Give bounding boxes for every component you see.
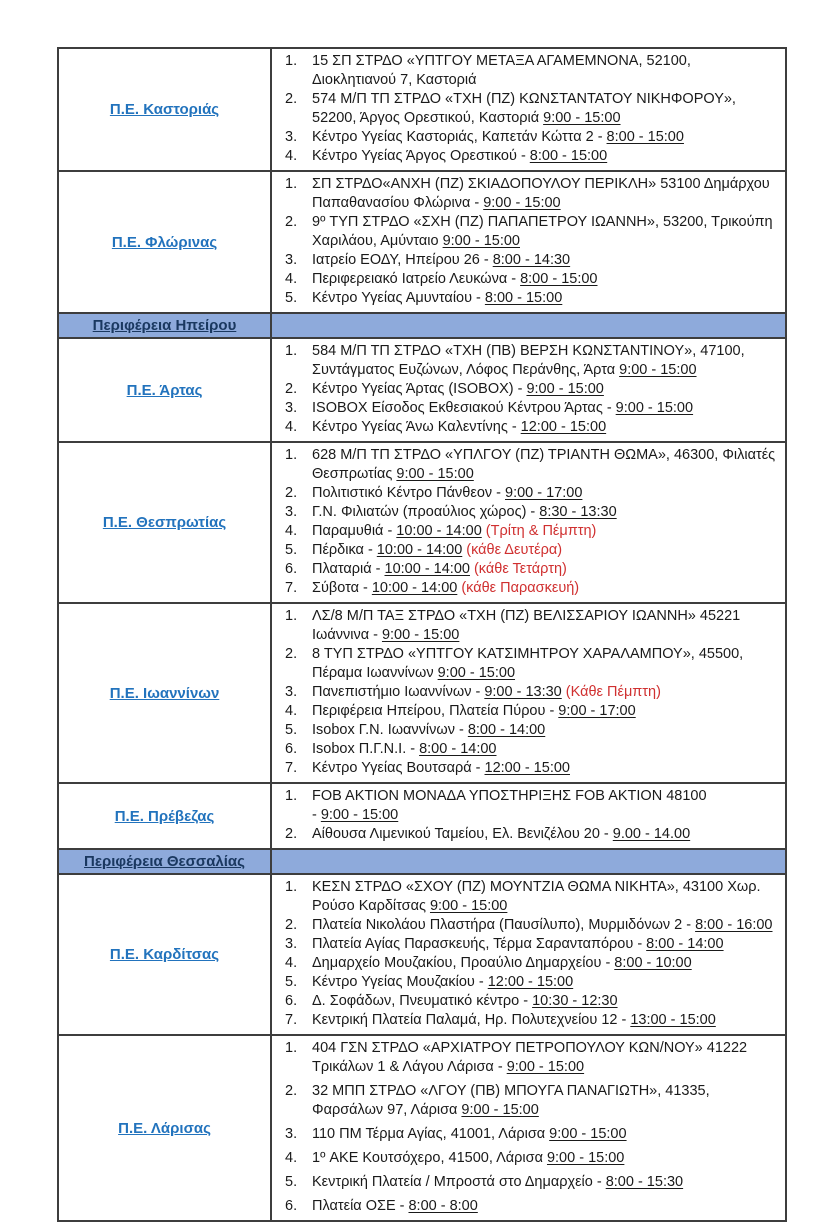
item-number: 1. — [285, 608, 298, 624]
location-description: Κέντρο Υγείας Βουτσαρά - — [312, 760, 481, 776]
location-item — [272, 878, 777, 916]
section-header-label: Περιφέρεια Θεσσαλίας — [84, 853, 245, 870]
item-hours: 10:00 - 14:00 — [371, 580, 458, 596]
location-description: Πλατεία ΟΣΕ - — [312, 1198, 405, 1214]
location-item — [272, 1011, 777, 1030]
location-description: Κέντρο Υγείας Άνω Καλεντίνης - — [312, 419, 517, 435]
location-item — [272, 289, 777, 308]
location-item — [272, 380, 777, 399]
location-description: Κεντρική Πλατεία / Μπροστά στο Δημαρχείο - — [312, 1174, 602, 1190]
item-number: 6. — [285, 561, 298, 577]
item-hours: 8:00 - 14:00 — [419, 741, 497, 757]
item-hours: 9:00 - 15:00 — [320, 807, 399, 823]
location-item — [272, 607, 777, 645]
region-name-cell — [59, 443, 272, 602]
region-name-cell — [59, 1036, 272, 1220]
item-text — [312, 541, 777, 560]
item-text — [312, 175, 777, 213]
item-number: 1. — [285, 343, 298, 359]
item-number: 5. — [285, 290, 298, 306]
location-item — [272, 759, 777, 778]
item-hours: 12:00 - 15:00 — [487, 974, 574, 990]
item-number: 1. — [285, 788, 298, 804]
location-item — [272, 399, 777, 418]
location-description: 628 Μ/Π ΤΠ ΣΤΡΔΟ «ΥΠΛΓΟΥ (ΠΖ) ΤΡΙΑΝΤΗ ΘΩΜΑ», 46300, Φιλιατές Θεσπρωτίας — [312, 447, 776, 482]
location-item — [272, 560, 777, 579]
region-link[interactable]: Π.Ε. Θεσπρωτίας — [102, 514, 227, 531]
location-item — [272, 1197, 777, 1216]
location-description: Κέντρο Υγείας Καστοριάς, Καπετάν Κώττα 2 - — [312, 129, 603, 145]
region-link[interactable]: Π.Ε. Καρδίτσας — [109, 946, 220, 963]
location-description: 32 ΜΠΠ ΣΤΡΔΟ «ΛΓΟΥ (ΠΒ) ΜΠΟΥΓΑ ΠΑΝΑΓΙΩΤΗ», 41335, Φαρσάλων 97, Λάρισα — [312, 1083, 710, 1118]
location-item — [272, 740, 777, 759]
item-number: 4. — [285, 1150, 298, 1166]
item-hours: 9:00 - 15:00 — [396, 466, 474, 482]
location-item — [272, 645, 777, 683]
item-text — [312, 787, 777, 825]
location-description: 110 ΠΜ Τέρμα Αγίας, 41001, Λάρισα — [312, 1126, 546, 1142]
item-number: 7. — [285, 760, 298, 776]
item-text — [312, 1125, 777, 1144]
location-item — [272, 213, 777, 251]
item-hours: 9:00 - 17:00 — [558, 703, 636, 719]
location-description: Πλατεία Νικολάου Πλαστήρα (Παυσίλυπο), Μυρμιδόνων 2 - — [312, 917, 692, 933]
item-number: 2. — [285, 91, 298, 107]
item-text — [312, 213, 777, 251]
region-link[interactable]: Π.Ε. Λάρισας — [118, 1119, 211, 1137]
location-description: 9º ΤΥΠ ΣΤΡΔΟ «ΣΧΗ (ΠΖ) ΠΑΠΑΠΕΤΡΟΥ ΙΩΑΝΝΗ», 53200, Τρικούπη Χαριλάου, Αμύνταιο — [312, 214, 773, 249]
location-item — [272, 702, 777, 721]
item-hours: 13:00 - 15:00 — [630, 1012, 716, 1028]
item-hours: 12:00 - 15:00 — [484, 760, 570, 776]
location-item — [272, 342, 777, 380]
region-link[interactable]: Π.Ε. Ιωαννίνων — [109, 684, 220, 702]
item-number: 2. — [285, 1083, 298, 1099]
item-number: 3. — [285, 400, 298, 416]
item-hours: 8:00 - 14:30 — [492, 252, 571, 268]
item-number: 3. — [285, 504, 298, 520]
item-number: 3. — [285, 252, 298, 268]
item-text — [312, 503, 777, 522]
item-hours: 10:00 - 14:00 — [384, 561, 470, 577]
region-row — [59, 339, 785, 443]
item-text — [312, 1197, 777, 1216]
location-item — [272, 1149, 777, 1168]
locations-cell — [272, 1036, 785, 1220]
item-number: 2. — [285, 826, 298, 842]
location-description: 574 Μ/Π ΤΠ ΣΤΡΔΟ «ΤΧΗ (ΠΖ) ΚΩΝΣΤΑΝΤΑΤΟΥ ΝΙΚΗΦΟΡΟΥ», 52200, Άργος Ορεστικού, Καστοριά — [312, 91, 736, 126]
location-item — [272, 251, 777, 270]
item-number: 5. — [285, 1174, 298, 1190]
location-description: Πέρδικα - — [312, 542, 373, 558]
item-number: 1. — [285, 53, 298, 69]
item-hours: 9:00 - 15:00 — [619, 362, 697, 378]
item-hours: 8:00 - 15:00 — [520, 271, 598, 287]
item-hours: 8:00 - 15:00 — [606, 129, 684, 145]
item-hours: 12:00 - 15:00 — [520, 419, 607, 435]
location-description: Δημαρχείο Μουζακίου, Προαύλιο Δημαρχείου - — [312, 955, 611, 971]
region-row — [59, 784, 785, 850]
location-description: Πανεπιστήμιο Ιωαννίνων - — [312, 684, 481, 700]
location-description: ISOBOX Είσοδος Εκθεσιακού Κέντρου Άρτας - — [312, 400, 612, 416]
location-description: Αίθουσα Λιμενικού Ταμείου, Ελ. Βενιζέλου 20 - — [312, 826, 609, 842]
location-item — [272, 484, 777, 503]
region-name-cell — [59, 875, 272, 1034]
location-item — [272, 721, 777, 740]
item-hours: 9:00 - 13:30 — [484, 684, 562, 700]
locations-cell — [272, 604, 785, 782]
item-hours: 9:00 - 15:00 — [549, 1126, 627, 1142]
section-header-cell — [59, 314, 272, 337]
location-description: Γ.Ν. Φιλιατών (προαύλιος χώρος) - — [312, 504, 536, 520]
item-number: 2. — [285, 917, 298, 933]
item-text — [312, 878, 777, 916]
location-description: Πλαταριά - — [312, 561, 381, 577]
item-hours: 8:00 - 8:00 — [408, 1198, 478, 1214]
location-description: 8 ΤΥΠ ΣΤΡΔΟ «ΥΠΤΓΟΥ ΚΑΤΣΙΜΗΤΡΟΥ ΧΑΡΑΛΑΜΠΟΥ», 45500, Πέραμα Ιωαννίνων — [312, 646, 744, 681]
region-row — [59, 604, 785, 784]
item-text — [312, 522, 777, 541]
location-item — [272, 683, 777, 702]
item-text — [312, 147, 777, 166]
region-name-cell — [59, 784, 272, 848]
item-hours: 9:00 - 17:00 — [505, 485, 583, 501]
section-header-row — [59, 850, 785, 875]
item-hours: 9:00 - 15:00 — [442, 233, 520, 249]
locations-cell — [272, 339, 785, 441]
item-hours: 9:00 - 15:00 — [506, 1059, 585, 1075]
region-name-cell — [59, 339, 272, 441]
item-text — [312, 645, 777, 683]
item-text — [312, 683, 777, 702]
region-link[interactable]: Π.Ε. Άρτας — [126, 381, 203, 399]
item-text — [312, 342, 777, 380]
item-text — [312, 702, 777, 721]
item-number: 2. — [285, 381, 298, 397]
item-text — [312, 289, 777, 308]
location-item — [272, 825, 777, 844]
location-description: Σύβοτα - — [312, 580, 368, 596]
item-text — [312, 399, 777, 418]
location-description: Isobox Π.Γ.Ν.Ι. - — [312, 741, 416, 757]
item-number: 7. — [285, 1012, 298, 1028]
section-header-label: Περιφέρεια Ηπείρου — [92, 317, 237, 334]
item-number: 6. — [285, 741, 298, 757]
item-number: 5. — [285, 542, 298, 558]
location-item — [272, 935, 777, 954]
item-hours: 9.00 - 14.00 — [612, 826, 691, 842]
item-text — [312, 484, 777, 503]
item-number: 1. — [285, 1040, 298, 1056]
item-number: 5. — [285, 722, 298, 738]
item-number: 6. — [285, 993, 298, 1009]
location-item — [272, 992, 777, 1011]
region-link[interactable]: Π.Ε. Πρέβεζας — [114, 807, 215, 825]
item-text — [312, 992, 777, 1011]
location-item — [272, 270, 777, 289]
item-number: 3. — [285, 129, 298, 145]
item-hours: 9:00 - 15:00 — [381, 627, 460, 643]
item-text — [312, 1039, 777, 1077]
item-hours: 9:00 - 15:00 — [615, 400, 694, 416]
section-header-row — [59, 314, 785, 339]
region-link[interactable]: Π.Ε. Καστοριάς — [109, 101, 220, 118]
location-description: Περιφέρεια Ηπείρου, Πλατεία Πύρου - — [312, 703, 555, 719]
location-description: Παραμυθιά - — [312, 523, 393, 539]
location-description: Πλατεία Αγίας Παρασκευής, Τέρμα Σαρανταπόρου - — [312, 936, 643, 952]
location-description: Isobox Γ.Ν. Ιωαννίνων - — [312, 722, 464, 738]
item-hours: 9:00 - 15:00 — [483, 195, 561, 211]
item-hours: 10:30 - 12:30 — [532, 993, 618, 1009]
item-number: 4. — [285, 271, 298, 287]
location-description: Κέντρο Υγείας Άρτας (ISOBOX) - — [312, 381, 523, 397]
region-name-cell — [59, 49, 272, 170]
section-header-spacer-cell — [272, 314, 785, 337]
location-description: Κεντρική Πλατεία Παλαμά, Ηρ. Πολυτεχνείου 12 - — [312, 1012, 627, 1028]
item-text — [312, 52, 777, 90]
item-number: 3. — [285, 684, 298, 700]
item-text — [312, 740, 777, 759]
item-number: 2. — [285, 214, 298, 230]
location-description: Κέντρο Υγείας Αμυνταίου - — [312, 290, 481, 306]
location-item — [272, 787, 777, 825]
item-number: 7. — [285, 580, 298, 596]
item-text — [312, 1011, 777, 1030]
item-number: 4. — [285, 419, 298, 435]
location-description: Κέντρο Υγείας Μουζακίου - — [312, 974, 484, 990]
location-description: ΣΠ ΣΤΡΔΟ«ΑΝΧΗ (ΠΖ) ΣΚΙΑΔΟΠΟΥΛΟΥ ΠΕΡΙΚΛΗ» 53100 Δημάρχου Παπαθανασίου Φλώρινα - — [312, 176, 770, 211]
item-number: 4. — [285, 703, 298, 719]
item-number: 1. — [285, 447, 298, 463]
location-item — [272, 52, 777, 90]
item-hours: 8:00 - 15:00 — [529, 148, 608, 164]
item-hours: 8:00 - 14:00 — [467, 722, 546, 738]
item-hours: 8:00 - 16:00 — [695, 917, 773, 933]
location-item — [272, 175, 777, 213]
item-hours: 10:00 - 14:00 — [376, 542, 463, 558]
location-item — [272, 1173, 777, 1192]
item-number: 2. — [285, 646, 298, 662]
item-text — [312, 128, 777, 147]
location-item — [272, 973, 777, 992]
item-hours: 9:00 - 15:00 — [429, 898, 508, 914]
item-hours: 9:00 - 15:00 — [461, 1102, 539, 1118]
item-hours: 9:00 - 15:00 — [543, 110, 621, 126]
item-text — [312, 935, 777, 954]
location-item — [272, 954, 777, 973]
location-item — [272, 418, 777, 437]
locations-cell — [272, 443, 785, 602]
item-number: 6. — [285, 1198, 298, 1214]
item-hours: 9:00 - 15:00 — [546, 1150, 625, 1166]
location-description: Πολιτιστικό Κέντρο Πάνθεον - — [312, 485, 502, 501]
item-number: 4. — [285, 148, 298, 164]
location-description: 15 ΣΠ ΣΤΡΔΟ «ΥΠΤΓΟΥ ΜΕΤΑΞΑ ΑΓΑΜΕΜΝΟΝΑ, 52100, Διοκλητιανού 7, Καστοριά — [312, 53, 691, 88]
item-text — [312, 1173, 777, 1192]
locations-cell — [272, 49, 785, 170]
location-description: Περιφερειακό Ιατρείο Λευκώνα - — [312, 271, 517, 287]
item-number: 5. — [285, 974, 298, 990]
item-text — [312, 607, 777, 645]
item-text — [312, 251, 777, 270]
section-header-spacer-cell — [272, 850, 785, 873]
item-text — [312, 916, 777, 935]
item-hours: 8:00 - 15:30 — [605, 1174, 684, 1190]
region-row — [59, 1036, 785, 1220]
item-number: 2. — [285, 485, 298, 501]
region-link[interactable]: Π.Ε. Φλώρινας — [111, 233, 218, 251]
locations-cell — [272, 172, 785, 312]
region-name-cell — [59, 604, 272, 782]
item-number: 3. — [285, 936, 298, 952]
location-item — [272, 90, 777, 128]
item-text — [312, 759, 777, 778]
location-description: ΚΕΣΝ ΣΤΡΔΟ «ΣΧΟΥ (ΠΖ) ΜΟΥΝΤΖΙΑ ΘΩΜΑ ΝΙΚΗΤΑ», 43100 Χωρ. Ρούσο Καρδίτσας — [312, 879, 761, 914]
location-item — [272, 579, 777, 598]
item-hours: 10:00 - 14:00 — [396, 523, 482, 539]
location-description: 404 ΓΣΝ ΣΤΡΔΟ «ΑΡΧΙΑΤΡΟΥ ΠΕΤΡΟΠΟΥΛΟΥ ΚΩΝ/ΝΟΥ» 41222 Τρικάλων 1 & Λάγου Λάρισα - — [312, 1040, 748, 1075]
item-number: 3. — [285, 1126, 298, 1142]
item-day-note: (Τρίτη & Πέμπτη) — [485, 523, 597, 539]
location-item — [272, 1082, 777, 1120]
location-item — [272, 128, 777, 147]
region-name-cell — [59, 172, 272, 312]
item-text — [312, 579, 777, 598]
item-text — [312, 1082, 777, 1120]
location-description: 584 Μ/Π ΤΠ ΣΤΡΔΟ «ΤΧΗ (ΠΒ) ΒΕΡΣΗ ΚΩΝΣΤΑΝΤΙΝΟΥ», 47100, Συντάγματος Ευζώνων, Λόφος Περάνθης, Άρτα — [312, 343, 745, 378]
item-day-note: (κάθε Παρασκευή) — [461, 580, 580, 596]
item-text — [312, 446, 777, 484]
item-text — [312, 90, 777, 128]
item-text — [312, 721, 777, 740]
locations-cell — [272, 784, 785, 848]
item-number: 4. — [285, 955, 298, 971]
item-text — [312, 560, 777, 579]
region-row — [59, 172, 785, 314]
location-item — [272, 1039, 777, 1077]
location-description: Ιατρείο ΕΟΔΥ, Ηπείρου 26 - — [312, 252, 489, 268]
item-day-note: (κάθε Τετάρτη) — [473, 561, 567, 577]
item-number: 4. — [285, 523, 298, 539]
item-text — [312, 418, 777, 437]
location-item — [272, 446, 777, 484]
item-hours: 8:30 - 13:30 — [539, 504, 617, 520]
location-item — [272, 503, 777, 522]
region-row — [59, 443, 785, 604]
item-hours: 8:00 - 14:00 — [646, 936, 724, 952]
item-number: 1. — [285, 176, 298, 192]
item-text — [312, 973, 777, 992]
item-hours: 9:00 - 15:00 — [526, 381, 604, 397]
location-item — [272, 916, 777, 935]
locations-cell — [272, 875, 785, 1034]
item-hours: 8:00 - 10:00 — [614, 955, 692, 971]
location-description: Δ. Σοφάδων, Πνευματικό κέντρο - — [312, 993, 529, 1009]
location-item — [272, 1125, 777, 1144]
item-number: 1. — [285, 879, 298, 895]
item-text — [312, 270, 777, 289]
location-description: Κέντρο Υγείας Άργος Ορεστικού - — [312, 148, 526, 164]
location-description: 1º ΑΚΕ Κουτσόχερο, 41500, Λάρισα — [312, 1150, 543, 1166]
location-item — [272, 541, 777, 560]
item-text — [312, 380, 777, 399]
section-header-cell — [59, 850, 272, 873]
region-row — [59, 875, 785, 1036]
item-hours: 9:00 - 15:00 — [437, 665, 516, 681]
location-item — [272, 147, 777, 166]
item-text — [312, 1149, 777, 1168]
item-text — [312, 954, 777, 973]
sampling-points-table — [57, 47, 787, 1222]
item-hours: 8:00 - 15:00 — [484, 290, 563, 306]
location-description: ΛΣ/8 Μ/Π ΤΑΞ ΣΤΡΔΟ «ΤΧΗ (ΠΖ) ΒΕΛΙΣΣΑΡΙΟΥ ΙΩΑΝΝΗ» 45221 Ιωάννινα - — [312, 608, 741, 643]
item-text — [312, 825, 777, 844]
location-description: FOB AKTION ΜΟΝΑΔΑ ΥΠΟΣΤΗΡΙΞΗΣ FOB AKTION 48100 - — [312, 788, 707, 823]
item-day-note: (Κάθε Πέμπτη) — [565, 684, 661, 700]
item-day-note: (κάθε Δευτέρα) — [466, 542, 563, 558]
region-row — [59, 49, 785, 172]
location-item — [272, 522, 777, 541]
